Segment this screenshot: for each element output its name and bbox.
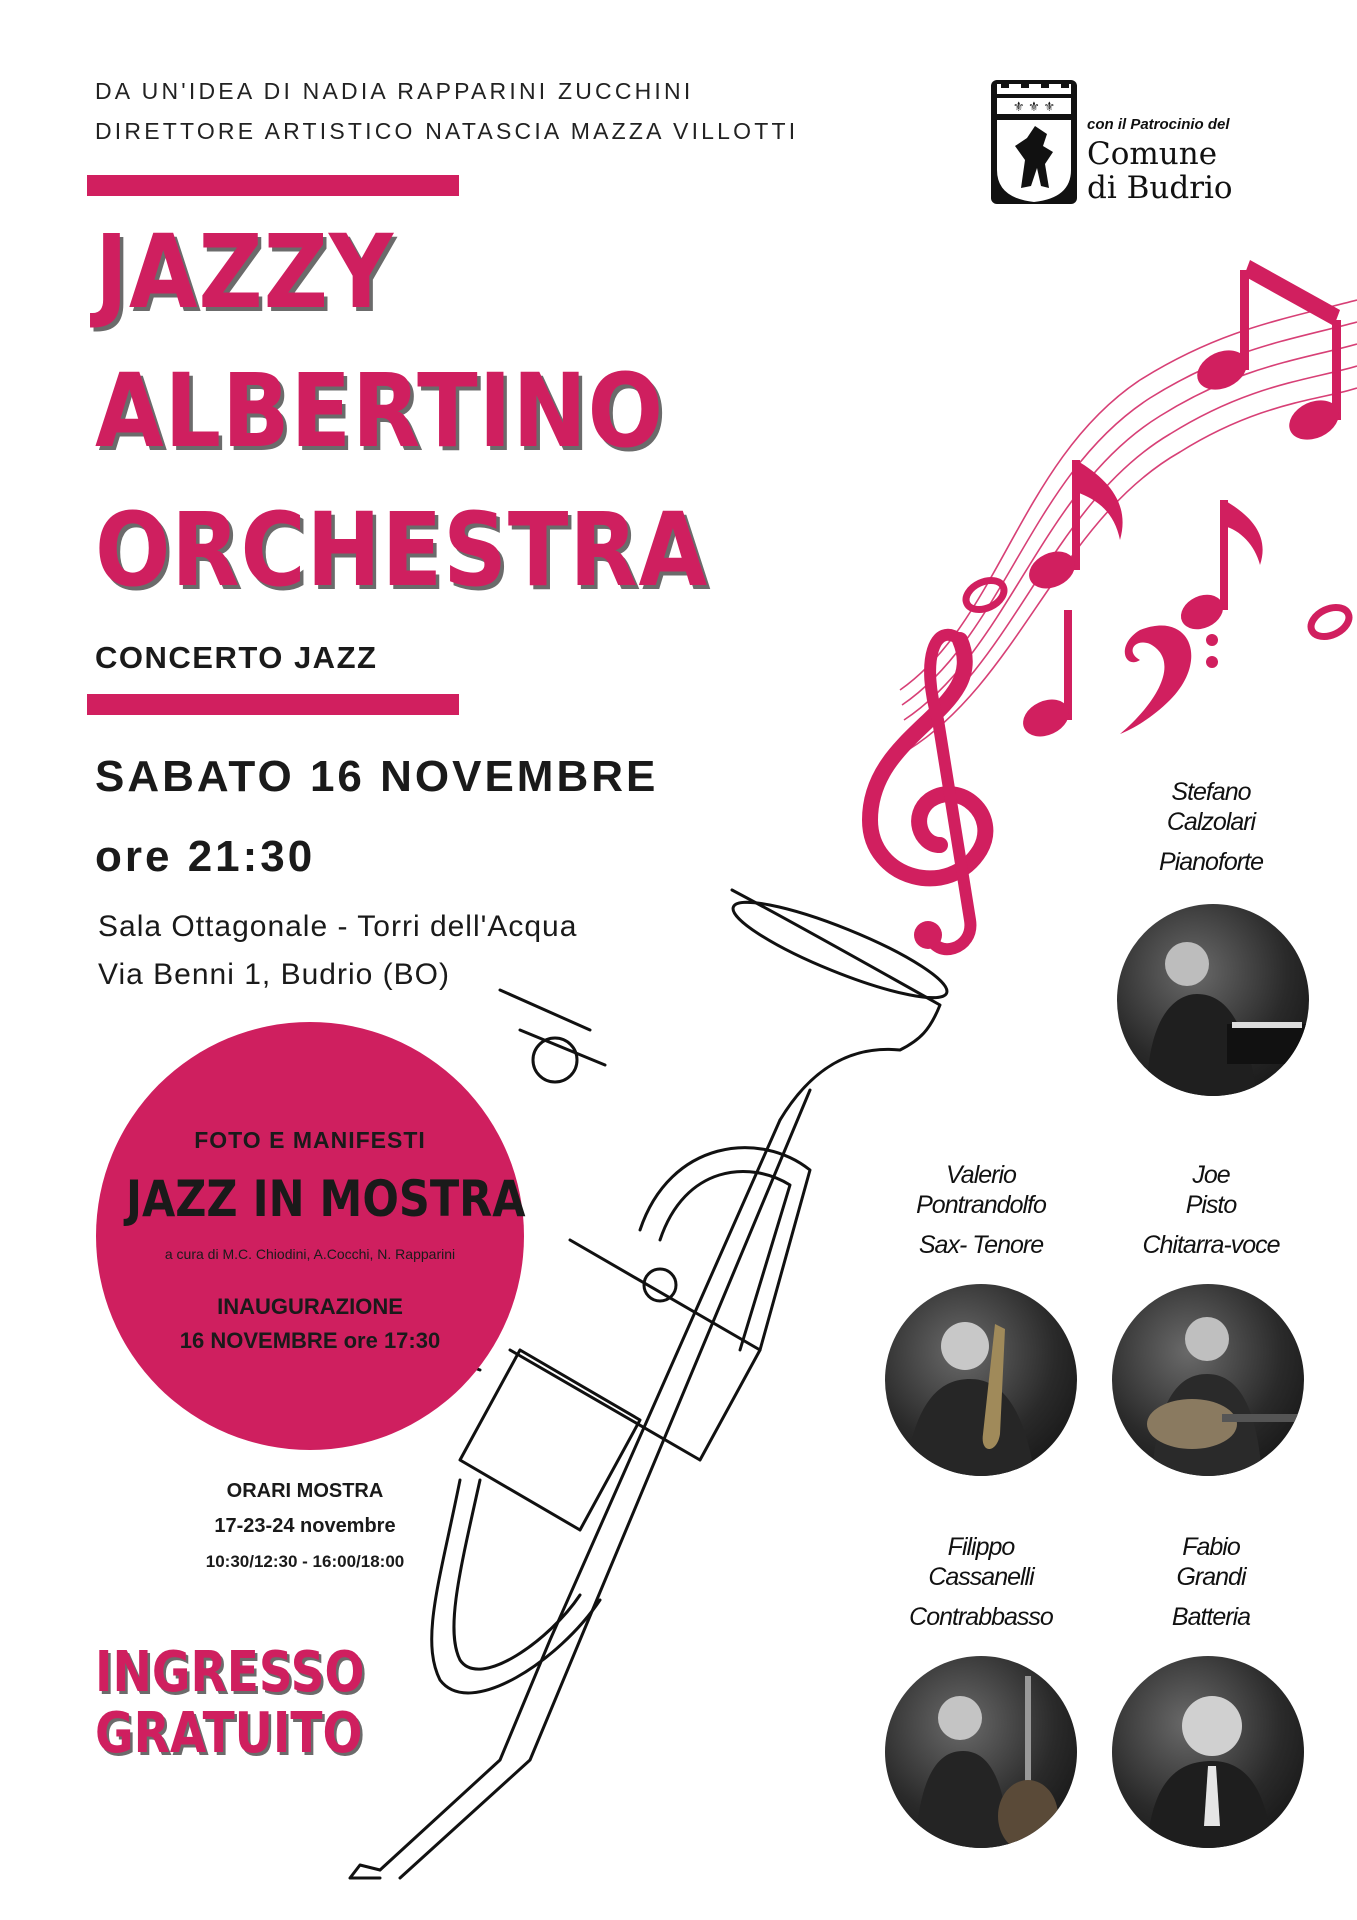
exhibition-badge	[96, 1022, 524, 1450]
event-date: SABATO 16 NOVEMBRE	[95, 752, 659, 801]
inauguration-label: INAUGURAZIONE	[217, 1294, 403, 1319]
musician-first-name: Joe	[1192, 1161, 1230, 1189]
musician-last-name: Cassanelli	[928, 1563, 1034, 1591]
credit-director: DIRETTORE ARTISTICO NATASCIA MAZZA VILLOTTI	[95, 118, 799, 144]
hours-title: ORARI MOSTRA	[226, 1480, 384, 1502]
credit-idea: DA UN'IDEA DI NADIA RAPPARINI ZUCCHINI	[95, 78, 694, 104]
musician-first-name: Stefano	[1171, 778, 1251, 806]
bass-clef-icon	[1120, 625, 1218, 734]
venue-name: Sala Ottagonale - Torri dell'Acqua	[98, 910, 578, 943]
free-entry-line-2: GRATUITO	[95, 1701, 363, 1766]
musician-last-name: Pisto	[1185, 1191, 1237, 1219]
musician-role: Pianoforte	[1159, 848, 1263, 876]
exhibition-label: FOTO E MANIFESTI	[194, 1127, 426, 1153]
inauguration-date: 16 NOVEMBRE ore 17:30	[179, 1328, 441, 1353]
musician-photo	[1112, 1284, 1304, 1476]
musician-first-name: Fabio	[1182, 1533, 1240, 1561]
title-line-2: ALBERTINO	[95, 352, 664, 471]
hours-times: 10:30/12:30 - 16:00/18:00	[205, 1552, 405, 1571]
free-entry-line-1: INGRESSO	[95, 1640, 365, 1705]
hours-days: 17-23-24 novembre	[214, 1515, 396, 1537]
budrio-label: di Budrio	[1087, 170, 1233, 206]
musician-last-name: Pontrandolfo	[916, 1191, 1046, 1219]
musician-photo	[1112, 1656, 1304, 1848]
title-line-1: JAZZY	[95, 213, 394, 332]
bottom-accent-bar	[87, 694, 459, 715]
musician-photo	[885, 1656, 1077, 1848]
musician-first-name: Filippo	[947, 1533, 1015, 1561]
musician-role: Contrabbasso	[909, 1603, 1053, 1631]
patronage-small-text: con il Patrocinio del	[1087, 116, 1230, 133]
title-line-3: ORCHESTRA	[95, 491, 709, 610]
concert-subtitle: CONCERTO JAZZ	[95, 640, 378, 675]
musician-role: Chitarra-voce	[1142, 1231, 1280, 1259]
musician-role: Batteria	[1171, 1603, 1251, 1631]
patronage-label	[1087, 116, 1233, 205]
event-time: ore 21:30	[95, 832, 316, 881]
svg-text:⚜ ⚜ ⚜: ⚜ ⚜ ⚜	[1012, 99, 1056, 114]
venue-address: Via Benni 1, Budrio (BO)	[98, 958, 450, 991]
musician-last-name: Grandi	[1176, 1563, 1246, 1591]
musician-photo	[885, 1284, 1077, 1476]
musician-first-name: Valerio	[946, 1161, 1016, 1189]
musician-photo	[1117, 904, 1309, 1096]
musician-last-name: Calzolari	[1166, 808, 1256, 836]
top-accent-bar	[87, 175, 459, 196]
musician-role: Sax- Tenore	[918, 1231, 1044, 1259]
music-notes	[961, 260, 1353, 744]
comune-label: Comune	[1087, 136, 1218, 172]
exhibition-curators: a cura di M.C. Chiodini, A.Cocchi, N. Rapparini	[164, 1246, 456, 1262]
exhibition-title: JAZZ IN MOSTRA	[125, 1170, 526, 1228]
comune-di-budrio-coat-of-arms-icon	[991, 80, 1077, 204]
